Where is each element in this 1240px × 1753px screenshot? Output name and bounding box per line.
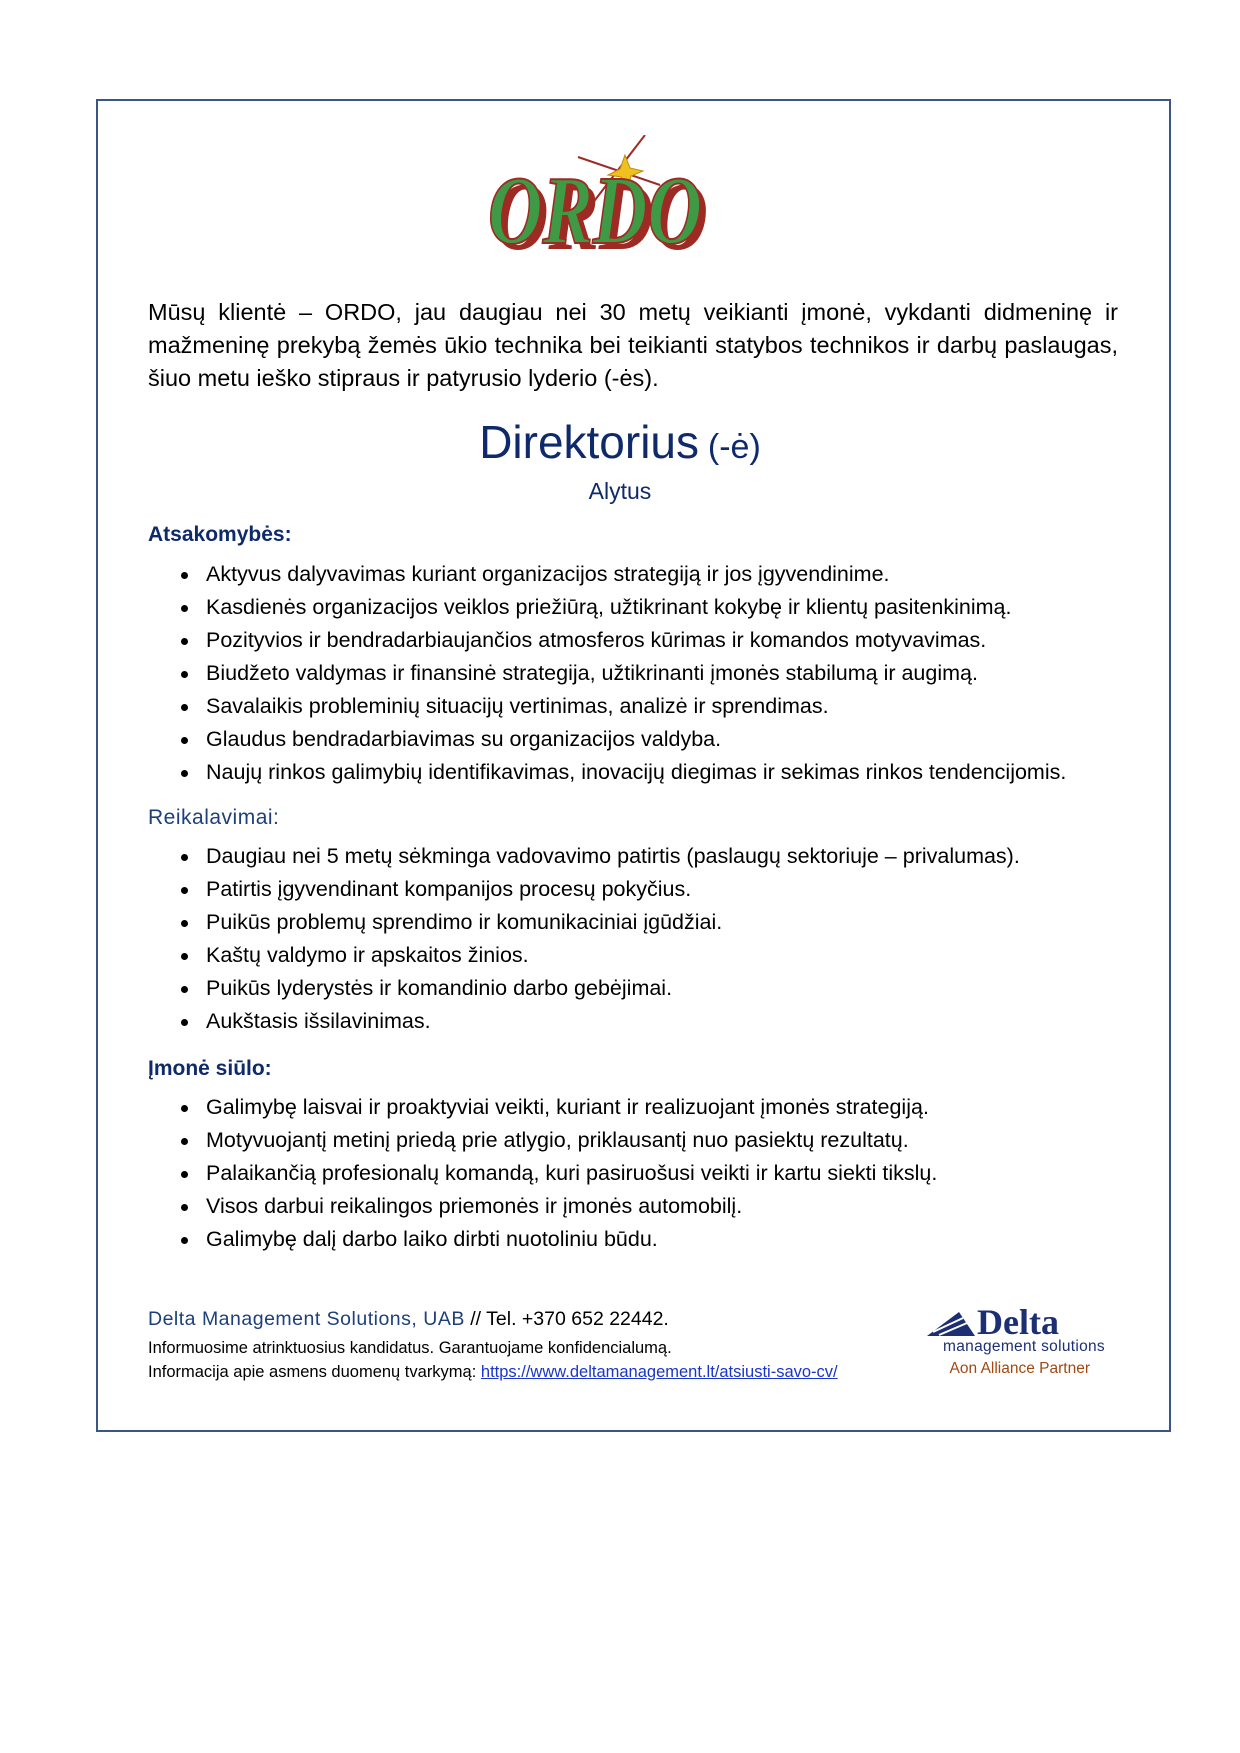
footer-note: Informuosime atrinktuosius kandidatus. Garantuojame konfidencialumą. xyxy=(148,1339,672,1357)
privacy-link[interactable]: https://www.deltamanagement.lt/atsiusti-savo-cv/ xyxy=(480,1363,838,1381)
list-item: Galimybę laisvai ir proaktyviai veikti, kuriant ir realizuojant įmonės strategiją. xyxy=(148,1091,1148,1124)
requirements-list xyxy=(148,840,1148,1038)
list-item: Motyvuojantį metinį priedą prie atlygio, priklausantį nuo pasiektų rezultatų. xyxy=(148,1124,1148,1157)
list-item: Glaudus bendradarbiavimas su organizacijos valdyba. xyxy=(148,723,1148,756)
job-title-suffix: (-ė) xyxy=(707,428,761,466)
job-location: Alytus xyxy=(588,478,652,504)
list-item: Visos darbui reikalingos priemonės ir įmonės automobilį. xyxy=(148,1190,1148,1223)
footer-contact xyxy=(148,1308,669,1331)
responsibilities-list xyxy=(148,558,1148,789)
list-item: Naujų rinkos galimybių identifikavimas, inovacijų diegimas ir sekimas rinkos tendencijomis. xyxy=(148,756,1148,789)
delta-logo xyxy=(925,1304,1105,1384)
footer-company-name: Delta Management Solutions, UAB xyxy=(148,1308,465,1330)
list-item: Patirtis įgyvendinant kompanijos procesų pokyčius. xyxy=(148,873,1148,906)
job-title xyxy=(0,415,1240,469)
logo-wordmark: ORDO xyxy=(488,157,702,265)
ordo-logo xyxy=(470,135,730,265)
requirements-heading xyxy=(148,806,279,830)
list-item: Kasdienės organizacijos veiklos priežiūrą, užtikrinant kokybę ir klientų pasitenkinimą. xyxy=(148,591,1148,624)
responsibilities-heading-text: Atsakomybės xyxy=(148,523,285,546)
list-item: Aukštasis išsilavinimas. xyxy=(148,1005,1148,1038)
list-item: Pozityvios ir bendradarbiaujančios atmosferos kūrimas ir komandos motyvavimas. xyxy=(148,624,1148,657)
logo-wordmark-shadow: ORDO xyxy=(494,163,708,265)
offer-heading xyxy=(148,1057,272,1081)
delta-wordmark: Delta xyxy=(977,1302,1059,1342)
footer-phone: // Tel. +370 652 22442. xyxy=(464,1308,669,1330)
offer-list xyxy=(148,1091,1148,1256)
list-item: Aktyvus dalyvavimas kuriant organizacijos strategiją ir jos įgyvendinime. xyxy=(148,558,1148,591)
list-item: Kaštų valdymo ir apskaitos žinios. xyxy=(148,939,1148,972)
footer-privacy-label: Informacija apie asmens duomenų tvarkymą: xyxy=(148,1363,481,1381)
list-item: Biudžeto valdymas ir finansinė strategija, užtikrinanti įmonės stabilumą ir augimą. xyxy=(148,657,1148,690)
delta-subtitle: management solutions xyxy=(943,1338,1105,1355)
list-item: Puikūs problemų sprendimo ir komunikaciniai įgūdžiai. xyxy=(148,906,1148,939)
list-item: Daugiau nei 5 metų sėkminga vadovavimo patirtis (paslaugų sektoriuje – privalumas). xyxy=(148,840,1148,873)
delta-triangle-icon xyxy=(925,1310,977,1338)
job-title-main: Direktorius xyxy=(479,416,700,468)
requirements-heading-text: Reikalavimai: xyxy=(148,806,280,829)
responsibilities-heading xyxy=(148,523,292,547)
list-item: Savalaikis probleminių situacijų vertinimas, analizė ir sprendimas. xyxy=(148,690,1148,723)
footer-privacy xyxy=(148,1363,838,1382)
offer-heading-text: Įmonė siūlo: xyxy=(148,1057,272,1080)
intro-paragraph: Mūsų klientė – ORDO, jau daugiau nei 30 metų veikianti įmonė, vykdanti didmeninę ir mažmeninę prekybą žemės ūkio technika bei teikianti statybos technikos ir darbų paslaugas, šiuo metu ieško stipraus ir patyrusio lyderio (-ės). xyxy=(148,299,1118,391)
list-item: Palaikančią profesionalų komandą, kuri pasiruošusi veikti ir kartu siekti tikslų. xyxy=(148,1157,1148,1190)
list-item: Galimybę dalį darbo laiko dirbti nuotoliniu būdu. xyxy=(148,1223,1148,1256)
list-item: Puikūs lyderystės ir komandinio darbo gebėjimai. xyxy=(148,972,1148,1005)
responsibilities-heading-colon: : xyxy=(284,523,292,546)
delta-partner: Aon Alliance Partner xyxy=(949,1360,1090,1377)
